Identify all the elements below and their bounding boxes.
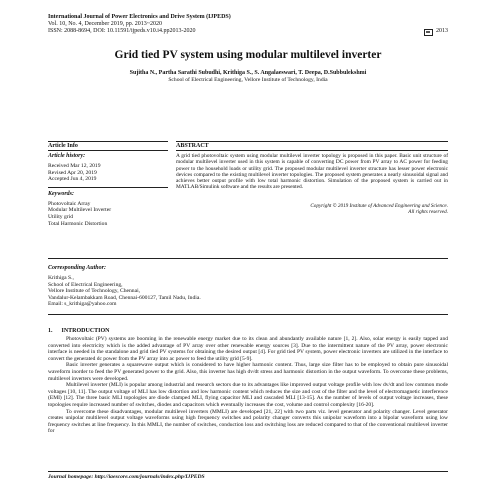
divider [48,314,448,315]
body-paragraph: To overcome these disadvantages, modular multilevel inverters (MMLI) are developed [21, 22] with two parts viz. level generator and polarity changer. Level generator creates unipolar multilevel output voltage waveforms using high frequency switches and polarity changer converts this unipolar waveform into a bipolar waveform using low frequency switches at line frequency. In this MMLI, the number of switches, conduction loss and switching loss are reduced compared to that of the conventional multilevel inverter for [48,408,448,435]
body-paragraph: Basic inverter generates a squarewave output which is considered to have higher harmonic content. Thus, large size filter has to be employed to obtain pure sinusoidal waveform inorder to feed the PV generated power to the grid. Also, this inverter has high dv/dt stress and harmonic distortion in the output waveform. To overcome these problems, multilevel inverters were developed. [48,362,448,382]
page-number: 2013 [436,28,448,35]
issn-doi: ISSN: 2088-8694, DOI: 10.11591/ijpeds.v10.i4.pp2013-2020 [48,28,196,35]
paper-page [48,14,448,484]
history-revised: Revised Apr 20, 2019 [48,169,97,176]
divider [48,258,448,259]
author-list: Sujitha N., Partha Sarathi Subudhi, Krithiga S., S. Angalaeswari, T. Deepa, D.Subbulekshmi [129,69,367,76]
corresponding-email[interactable]: Email: s_krithiga@yahoo.com [48,301,117,308]
journal-logo-icon [424,29,433,36]
affiliation: School of Electrical Engineering, Vellore Institute of Technology, India [168,76,328,83]
abstract-column [176,141,448,215]
history-accepted: Accepted Jun 4, 2019 [48,176,97,183]
abstract-heading: ABSTRACT [176,143,209,149]
keyword-item: Modular Multilevel Inverter [48,207,112,214]
history-received: Received Mar 12, 2019 [48,163,101,169]
running-header [48,14,448,36]
corresponding-author-block [48,264,448,308]
article-info-heading: Article Info [48,143,78,149]
abstract-text: A grid tied photovoltaic system using modular multilevel inverter topology is proposed in this paper. Basic unit structure of modular multilevel inverter used in this system is capable of converting DC power from PV array to AC power for feeding power to the household loads or utility grid. The proposed modular multilevel inverter structure has lesser power electronic devices compared to the existing multilevel inverter topologies. The proposed system generates a nearly sinusoidal signal and achieves better output profile with low total harmonic distortion. Simulation of the proposed system is carried out in MATLAB/Simulink software and the results are presented. [176,153,448,191]
volume-info: Vol. 10, No. 4, December 2019, pp. 2013~2020 [48,21,162,28]
body-paragraph: Photovoltaic (PV) systems are booming in the renewable energy market due to its clean and abundantly available nature [1, 2]. Also, solar energy is easily tapped and converted into electricity which is the added advantage of PV array over other renewable energy sources [3]. Due to the intermittent nature of the PV array, power electronic interface is needed in the standalone and grid tied PV systems for obtaining the desired output [4]. For grid tied PV system, power electronic inverters are utilized in the interface to convert the generated dc power from the PV array into ac power to feed the utility grid [5-9]. [48,336,448,362]
corresponding-name: Krithiga S., [48,275,74,281]
history-heading: Article history: [48,153,86,159]
journal-homepage-footer[interactable]: Journal homepage: http://iaescore.com/journals/index.php/IJPEDS [48,471,448,481]
section-heading-introduction: 1. INTRODUCTION [48,328,110,334]
keyword-item: Utility grid [48,213,74,220]
copyright-rights: All rights reserved. [408,208,448,215]
body-paragraph: Multilevel inverter (MLI) is popular among industrial and research sectors due to its advantages like improved output voltage profile with low dv/dt and low common mode voltages [10, 11]. The output voltage of MLI has low distortion and low harmonic content which reduces the size and cost of the filter and the level of electromagnetic interference (EMI) [12]. The three basic MLI topologies are diode clamped MLI, flying capacitor MLI and cascaded MLI [13-15]. As the number of levels of output voltage increases, these topologies require increased number of switches, diodes and capacitors which eventually increases the cost, volume and control complexity [16-20]. [48,382,448,408]
corresponding-address: Vandalur-Kelambakkam Road, Chennai-600127, Tamil Nadu, India. [48,294,201,301]
corresponding-institute: Vellore Institute of Technology, Chennai, [48,288,141,295]
corresponding-school: School of Electrical Engineering, [48,281,123,288]
copyright-line: Copyright © 2019 Institute of Advanced Engineering and Science. [310,202,448,209]
journal-name: International Journal of Power Electronics and Drive System (IJPEDS) [48,14,231,20]
corresponding-heading: Corresponding Author: [48,265,106,271]
introduction-section [48,327,448,435]
keyword-item: Photovoltaic Array [48,200,91,207]
keywords-heading: Keywords: [48,190,74,197]
article-info-box [48,141,448,259]
article-info-column [48,141,168,227]
paper-title: Grid tied PV system using modular multilevel inverter [114,48,382,61]
keyword-item: Total Harmonic Distortion [48,220,108,227]
